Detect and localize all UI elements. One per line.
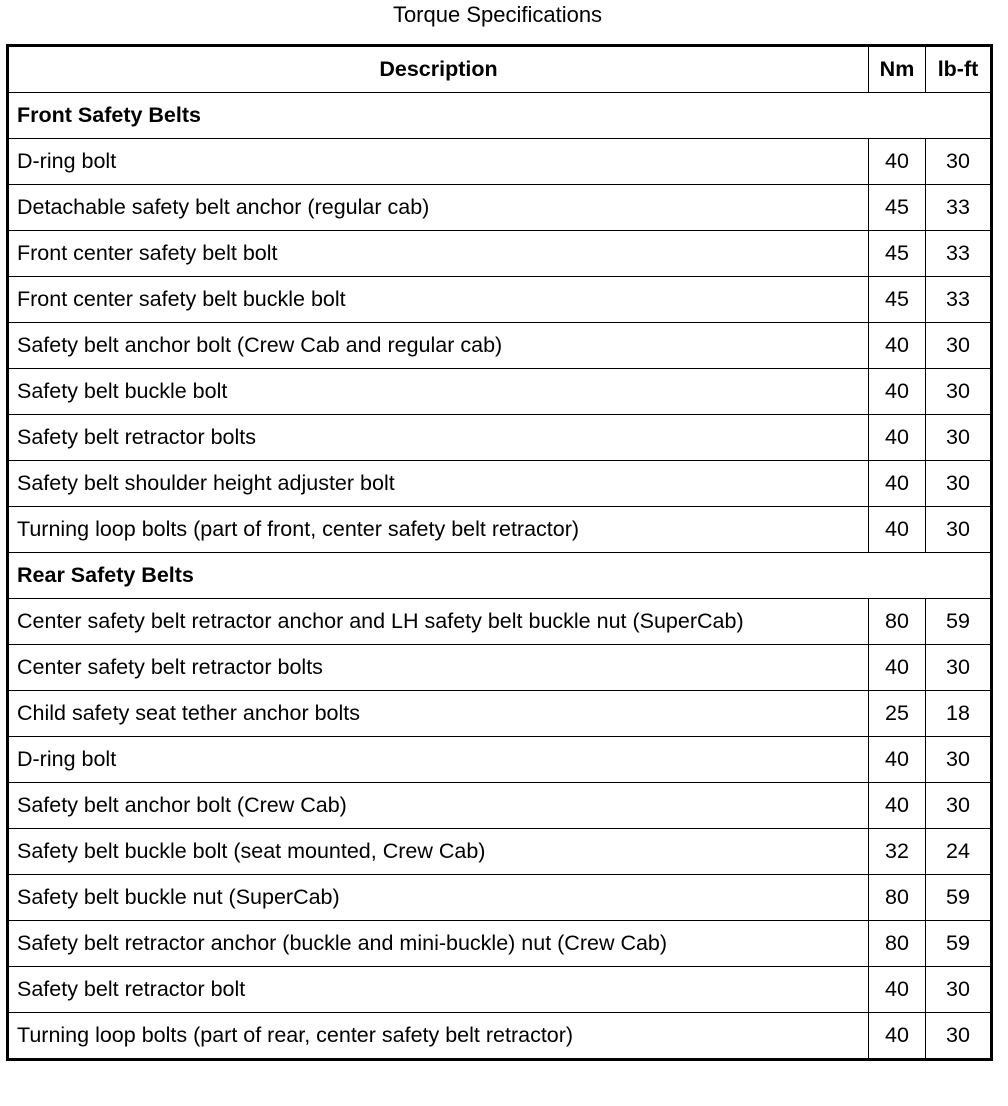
cell-lbft: 59 <box>926 921 992 967</box>
cell-nm: 45 <box>869 277 926 323</box>
cell-description: Safety belt retractor bolt <box>8 967 869 1013</box>
cell-lbft: 24 <box>926 829 992 875</box>
cell-description: Safety belt retractor anchor (buckle and mini-buckle) nut (Crew Cab) <box>8 921 869 967</box>
cell-lbft: 30 <box>926 783 992 829</box>
section-title: Front Safety Belts <box>8 93 992 139</box>
cell-nm: 40 <box>869 1013 926 1060</box>
cell-lbft: 30 <box>926 645 992 691</box>
cell-nm: 25 <box>869 691 926 737</box>
cell-description: Turning loop bolts (part of rear, center safety belt retractor) <box>8 1013 869 1060</box>
cell-description: Safety belt retractor bolts <box>8 415 869 461</box>
cell-description: D-ring bolt <box>8 737 869 783</box>
cell-nm: 40 <box>869 507 926 553</box>
table-row <box>8 599 992 645</box>
cell-nm: 40 <box>869 461 926 507</box>
cell-description: Safety belt buckle bolt (seat mounted, Crew Cab) <box>8 829 869 875</box>
table-row <box>8 185 992 231</box>
table-row <box>8 323 992 369</box>
cell-description: Safety belt shoulder height adjuster bolt <box>8 461 869 507</box>
cell-lbft: 30 <box>926 461 992 507</box>
cell-description: Detachable safety belt anchor (regular cab) <box>8 185 869 231</box>
table-row <box>8 277 992 323</box>
cell-nm: 40 <box>869 139 926 185</box>
cell-lbft: 30 <box>926 737 992 783</box>
section-title: Rear Safety Belts <box>8 553 992 599</box>
cell-nm: 45 <box>869 231 926 277</box>
table-header-row <box>8 46 992 93</box>
table-row <box>8 967 992 1013</box>
table-row <box>8 1013 992 1060</box>
table-row <box>8 415 992 461</box>
cell-nm: 40 <box>869 415 926 461</box>
table-row <box>8 691 992 737</box>
cell-lbft: 33 <box>926 185 992 231</box>
cell-lbft: 30 <box>926 369 992 415</box>
header-description: Description <box>8 46 869 93</box>
table-row <box>8 737 992 783</box>
torque-spec-table <box>6 44 993 1061</box>
table-row <box>8 369 992 415</box>
cell-lbft: 59 <box>926 599 992 645</box>
cell-nm: 80 <box>869 599 926 645</box>
table-row <box>8 829 992 875</box>
cell-description: Front center safety belt bolt <box>8 231 869 277</box>
page-title: Torque Specifications <box>392 2 603 27</box>
cell-description: Safety belt buckle bolt <box>8 369 869 415</box>
table-row <box>8 461 992 507</box>
cell-lbft: 30 <box>926 139 992 185</box>
table-row <box>8 783 992 829</box>
cell-nm: 40 <box>869 645 926 691</box>
cell-nm: 40 <box>869 369 926 415</box>
table-row <box>8 921 992 967</box>
cell-description: Center safety belt retractor anchor and LH safety belt buckle nut (SuperCab) <box>8 599 869 645</box>
table-row <box>8 139 992 185</box>
cell-lbft: 30 <box>926 967 992 1013</box>
cell-lbft: 59 <box>926 875 992 921</box>
section-header-row <box>8 553 992 599</box>
section-header-row <box>8 93 992 139</box>
table-row <box>8 231 992 277</box>
cell-description: Turning loop bolts (part of front, center safety belt retractor) <box>8 507 869 553</box>
cell-description: Safety belt anchor bolt (Crew Cab) <box>8 783 869 829</box>
cell-nm: 40 <box>869 737 926 783</box>
cell-description: D-ring bolt <box>8 139 869 185</box>
cell-nm: 32 <box>869 829 926 875</box>
cell-description: Child safety seat tether anchor bolts <box>8 691 869 737</box>
table-row <box>8 875 992 921</box>
cell-lbft: 33 <box>926 231 992 277</box>
cell-lbft: 30 <box>926 1013 992 1060</box>
cell-nm: 40 <box>869 967 926 1013</box>
table-row <box>8 645 992 691</box>
cell-lbft: 18 <box>926 691 992 737</box>
cell-description: Safety belt anchor bolt (Crew Cab and regular cab) <box>8 323 869 369</box>
cell-nm: 40 <box>869 783 926 829</box>
cell-nm: 80 <box>869 921 926 967</box>
cell-lbft: 30 <box>926 415 992 461</box>
header-lbft: lb-ft <box>926 46 992 93</box>
cell-nm: 40 <box>869 323 926 369</box>
table-row <box>8 507 992 553</box>
cell-nm: 80 <box>869 875 926 921</box>
cell-nm: 45 <box>869 185 926 231</box>
cell-lbft: 30 <box>926 323 992 369</box>
cell-description: Center safety belt retractor bolts <box>8 645 869 691</box>
cell-lbft: 30 <box>926 507 992 553</box>
cell-description: Front center safety belt buckle bolt <box>8 277 869 323</box>
cell-description: Safety belt buckle nut (SuperCab) <box>8 875 869 921</box>
cell-lbft: 33 <box>926 277 992 323</box>
table-body <box>8 93 992 1060</box>
header-nm: Nm <box>869 46 926 93</box>
